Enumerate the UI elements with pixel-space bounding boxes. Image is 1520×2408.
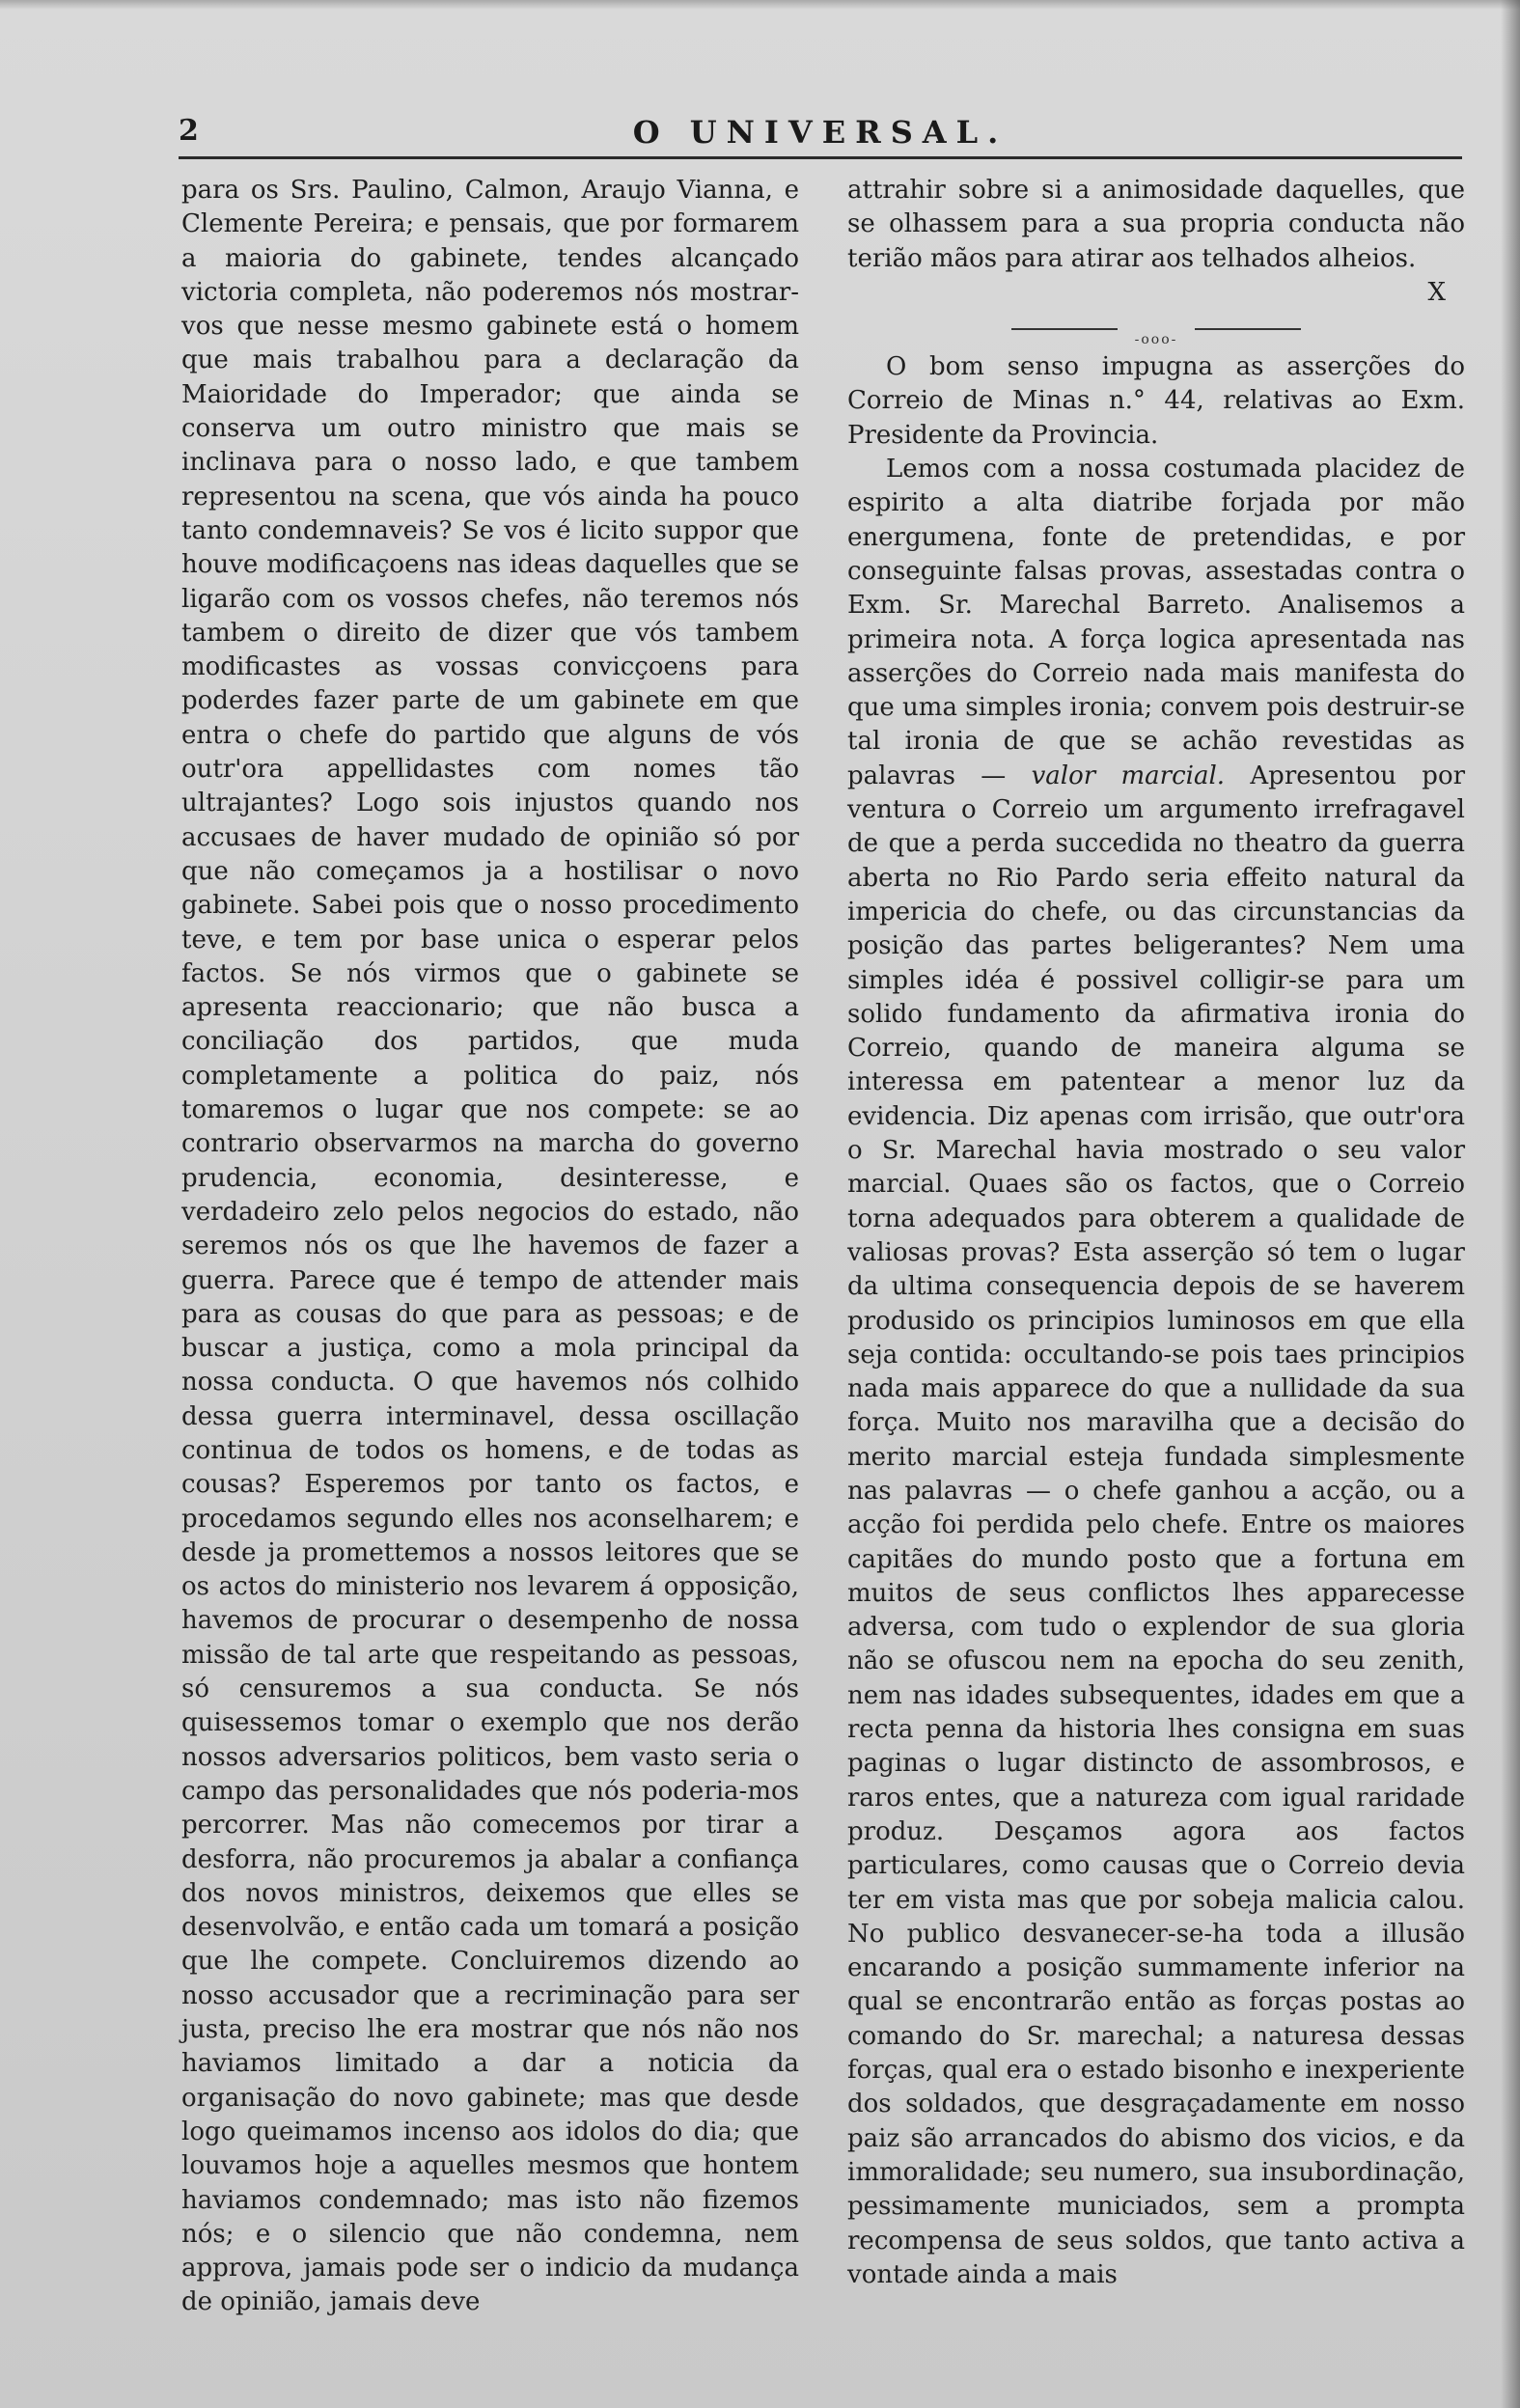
divider-line-right bbox=[1195, 328, 1301, 330]
article-body-text-b: Apresentou por ventura o Correio um argumento irrefragavel de que a perda succedida no theatro da guerra aberta no Rio Pardo seria effeito natural da impericia do chefe, ou das circunstancias da posição das partes beligerantes? Nem uma simples idéa é possivel colligir-se para um solido fundamento da afirmativa ironia do Correio, quando de maneira alguma se interessa em patentear a menor luz da evidencia. Diz apenas com irrisão, que outr'ora o Sr. Marechal havia mostrado o seu valor marcial. Quaes são os factos, que o Correio torna adequados para obterem a qualidade de valiosas provas? Esta asserção só tem o lugar da ultima consequencia depois de se haverem produsido os principios luminosos em que ella seja contida: occultando-se pois taes principios nada mais apparece do que a nullidade da sua força. Muito nos maravilha que a decisão do merito marcial esteja fundada simplesmente nas palavras — o chefe ganhou a acção, ou a acção foi perdida pelo chefe. Entre os maiores capitães do mundo posto que a fortuna em muitos de seus conflictos lhes apparecesse adversa, com tudo o explendor de sua gloria não se ofuscou nem na epocha do seu zenith, nem nas idades subsequentes, idades em que a recta penna da historia lhes consigna em suas paginas o lugar distincto de assombrosos, e raros entes, que a natureza com igual raridade produz. Desçamos agora aos factos particulares, como causas que o Correio devia ter em vista mas que por sobeja malicia calou. No publico desvanecer-se-ha toda a illusão encarando a posição summamente inferior na qual se encontrarão então as forças postas ao comando do Sr. marechal; a naturesa dessas forças, qual era o estado bisonho e inexperiente dos soldados, que desgraçadamente em nosso paiz são arrancados do abismo dos vicios, e da immoralidade; seu numero, sua insubordinação, pessimamente municiados, sem a prompta recompensa de seus soldos, que tanto activa a vontade ainda a mais bbox=[847, 761, 1466, 2289]
page-header bbox=[179, 114, 1462, 152]
article-body-paragraph bbox=[847, 453, 1465, 2292]
left-column-paragraph: para os Srs. Paulino, Calmon, Araujo Vianna, e Clemente Pereira; e pensais, que por formarem a maioria do gabinete, tendes alcançado victoria completa, não poderemos nós mostrar-vos que nesse mesmo gabinete está o homem que mais trabalhou para a declaração da Maioridade do Imperador; que ainda se conserva um outro ministro que mais se inclinava para o nosso lado, e que tambem representou na scena, que vós ainda ha pouco tanto condemnaveis? Se vos é licito suppor que houve modificaçoens nas ideas daquelles que se ligarão com os vossos chefes, não teremos nós tambem o direito de dizer que vós tambem modificastes as vossas convicçoens para poderdes fazer parte de um gabinete em que entra o chefe do partido que alguns de vós outr'ora appellidastes com nomes tão ultrajantes? Logo sois injustos quando nos accusaes de haver mudado de opinião só por que não começamos ja a hostilisar o novo gabinete. Sabei pois que o nosso procedimento teve, e tem por base unica o esperar pelos factos. Se nós virmos que o gabinete se apresenta reaccionario; que não busca a conciliação dos partidos, que muda completamente a politica do paiz, nós tomaremos o lugar que nos compete: se ao contrario observarmos na marcha do governo prudencia, economia, desinteresse, e verdadeiro zelo pelos negocios do estado, não seremos nós os que lhe havemos de fazer a guerra. Parece que é tempo de attender mais para as cousas do que para as pessoas; e de buscar a justiça, como a mola principal da nossa conducta. O que havemos nós colhido dessa guerra interminavel, dessa oscillação continua de todos os homens, e de todas as cousas? Esperemos por tanto os factos, e procedamos segundo elles nos aconselharem; e desde ja promettemos a nossos leitores que se os actos do ministerio nos levarem á opposição, havemos de procurar o desempenho de nossa missão de tal arte que respeitando as pessoas, só censuremos a sua conducta. Se nós quisessemos tomar o exemplo que nos derão nossos adversarios politicos, bem vasto seria o campo das personalidades que nós poderia-mos percorrer. Mas não comecemos por tirar a desforra, não procuremos ja abalar a confiança dos novos ministros, deixemos que elles se desenvolvão, e então cada um tomará a posição que lhe compete. Concluiremos dizendo ao nosso accusador que a recriminação para ser justa, preciso lhe era mostrar que nós não nos haviamos limitado a dar a noticia da organisação do novo gabinete; mas que desde logo queimamos incenso aos idolos do dia; que louvamos hoje a aquelles mesmos que hontem haviamos condemnado; mas isto não fizemos nós; e o silencio que não condemna, nem approva, jamais pode ser o indicio da mudança de opinião, jamais deve bbox=[181, 176, 799, 2317]
article-body-text-a: Lemos com a nossa costumada placidez de espirito a alta diatribe forjada por mão energumena, fonte de pretendidas, e por conseguinte falsas provas, assestadas contra o Exm. Sr. Marechal Barreto. Analisemos a primeira nota. A força logica apresentada nas asserções do Correio nada mais manifesta do que uma simples ironia; convem pois destruir-se tal ironia de que se achão revestidas as palavras — bbox=[847, 455, 1465, 790]
divider-line-left bbox=[1011, 328, 1118, 330]
signature: X bbox=[1427, 277, 1446, 307]
header-rule bbox=[179, 156, 1462, 159]
masthead-title: O UNIVERSAL. bbox=[632, 114, 1009, 151]
right-column-intro-paragraph: attrahir sobre si a animosidade daquelles, que se olhassem para a sua propria conducta não terião mãos para atirar aos telhados alheios. bbox=[847, 176, 1465, 273]
page-number: 2 bbox=[179, 114, 199, 148]
section-divider bbox=[1011, 319, 1301, 348]
article-heading-paragraph: O bom senso impugna as asserções do Correio de Minas n.° 44, relativas ao Exm. Presidente da Provincia. bbox=[847, 352, 1465, 450]
right-column bbox=[847, 174, 1465, 2292]
divider-ornament: -ooo- bbox=[1134, 332, 1178, 348]
page-top-shadow bbox=[0, 0, 1520, 10]
page-right-shadow bbox=[1501, 0, 1520, 2408]
left-column bbox=[181, 174, 799, 2320]
article-body-italic-phrase: valor marcial. bbox=[1031, 761, 1226, 790]
